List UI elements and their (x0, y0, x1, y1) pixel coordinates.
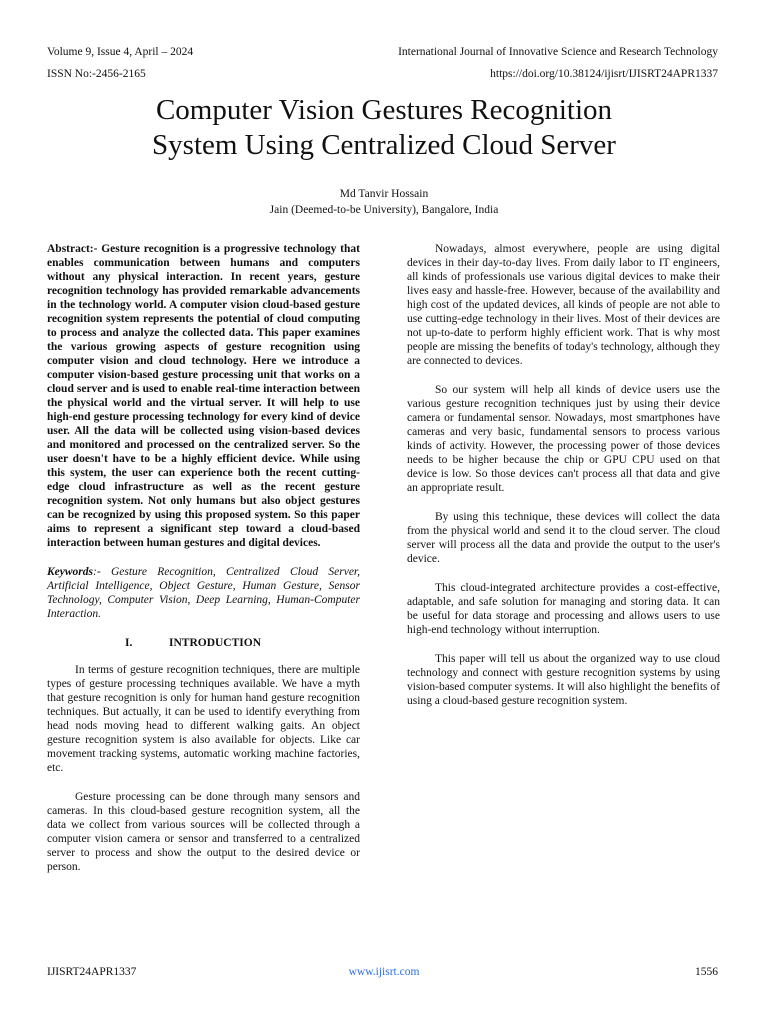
footer-website-link[interactable]: www.ijisrt.com (348, 966, 420, 978)
abstract: Abstract:- Gesture recognition is a progressive technology that enables communication between humans and computers without any physical interaction. In recent years, gesture recognition technology has provided remarkable advancements in the technology world. A computer vision cloud-based gesture recognition system represents the potential of cloud computing to process and analyze the collected data. This paper examines the various growing aspects of gesture recognition using computer vision and cloud technology. Here we introduce a computer vision-based gesture processing unit that works on a cloud server and is used to enable real-time interaction between the physical world and the virtual server. It will help to use high-end gesture processing technology for every kind of device user. All the data will be collected using vision-based devices and monitored and processed on the centralized server. So the user doesn't have to be a highly efficient device. While using this system, the user can experience both the recent cutting-edge cloud infrastructure as well as the recent gesture recognition system. Not only humans but also object gestures can be recognized by using this proposed system. So this paper aims to represent a significant step toward a cloud-based interaction between human gestures and digital devices. (47, 243, 360, 549)
keywords-label: Keywords (47, 566, 93, 578)
volume-info: Volume 9, Issue 4, April – 2024 (47, 46, 194, 58)
title-line-2: System Using Centralized Cloud Server (152, 129, 616, 161)
intro-paragraph: In terms of gesture recognition techniques, there are multiple types of gesture processing techniques available. We have a myth that gesture recognition is only for human hand gesture recognition techniques. But actually, it can be used to identify everything from head nods moving head to different walking gaits. An object gesture recognition system is also available for objects. Like car movement tracking systems, automatic working machine factories, etc. (47, 664, 360, 774)
author-name: Md Tanvir Hossain (339, 188, 429, 200)
section-title: INTRODUCTION (169, 637, 262, 649)
author-affiliation: Jain (Deemed-to-be University), Bangalore, India (269, 204, 499, 216)
keywords-text: :- Gesture Recognition, Centralized Cloud Server, Artificial Intelligence, Object Gesture, Human Gesture, Sensor Technology, Computer Vision, Deep Learning, Human-Computer Interaction. (47, 566, 360, 620)
body-paragraph: This paper will tell us about the organized way to use cloud technology and connect with gesture recognition systems by using vision-based computer systems. It will also highlight the benefits of using a cloud-based gesture recognition system. (407, 653, 720, 707)
paper-title (0, 93, 768, 163)
body-paragraph: So our system will help all kinds of device users use the various gesture recognition techniques just by using their device camera or fundamental sensor. Nowadays, most smartphones have cameras and very basic, fundamental sensors to process various kinds of activity. However, the processing power of those devices needs to be higher because the chip or GPU CPU used on that device is low. So those devices can't process all that data and give an appropriate result. (407, 384, 720, 494)
footer-paper-id: IJISRT24APR1337 (47, 966, 137, 978)
section-heading (47, 636, 360, 650)
body-paragraph: Nowadays, almost everywhere, people are using digital devices in their day-to-day lives. From daily labor to IT engineers, all kinds of professionals use various digital devices to make their lives easy and hassle-free. However, because of the availability and high cost of the updated devices, all kinds of people are not able to use cutting-edge technology in their lives. Most of their devices are not up-to-date to perform highly efficient work. That is why most people are missing the benefits of today's technology, although they are connected to devices. (407, 243, 720, 367)
keywords (47, 565, 360, 621)
issn: ISSN No:-2456-2165 (47, 68, 146, 80)
body-paragraph: This cloud-integrated architecture provides a cost-effective, adaptable, and safe solution for managing and storing data. It can be useful for data storage and processing and allows users to use high-end technology without interruption. (407, 582, 720, 636)
body-paragraph: By using this technique, these devices will collect the data from the physical world and send it to the cloud server. The cloud server will process all the data and provide the output to the user's device. (407, 511, 720, 565)
right-column (407, 242, 720, 723)
journal-name: International Journal of Innovative Science and Research Technology (398, 46, 718, 58)
title-line-1: Computer Vision Gestures Recognition (155, 94, 613, 126)
page-number: 1556 (695, 966, 718, 978)
intro-paragraph: Gesture processing can be done through many sensors and cameras. In this cloud-based gesture recognition system, all the data we collect from various sources will be collected through a computer vision camera or sensor and transferred to a centralized server to process and show the output to the desired device or person. (47, 791, 360, 873)
doi-link[interactable]: https://doi.org/10.38124/ijisrt/IJISRT24APR1337 (490, 68, 718, 80)
left-column (47, 242, 360, 889)
section-number: I. (125, 637, 133, 649)
